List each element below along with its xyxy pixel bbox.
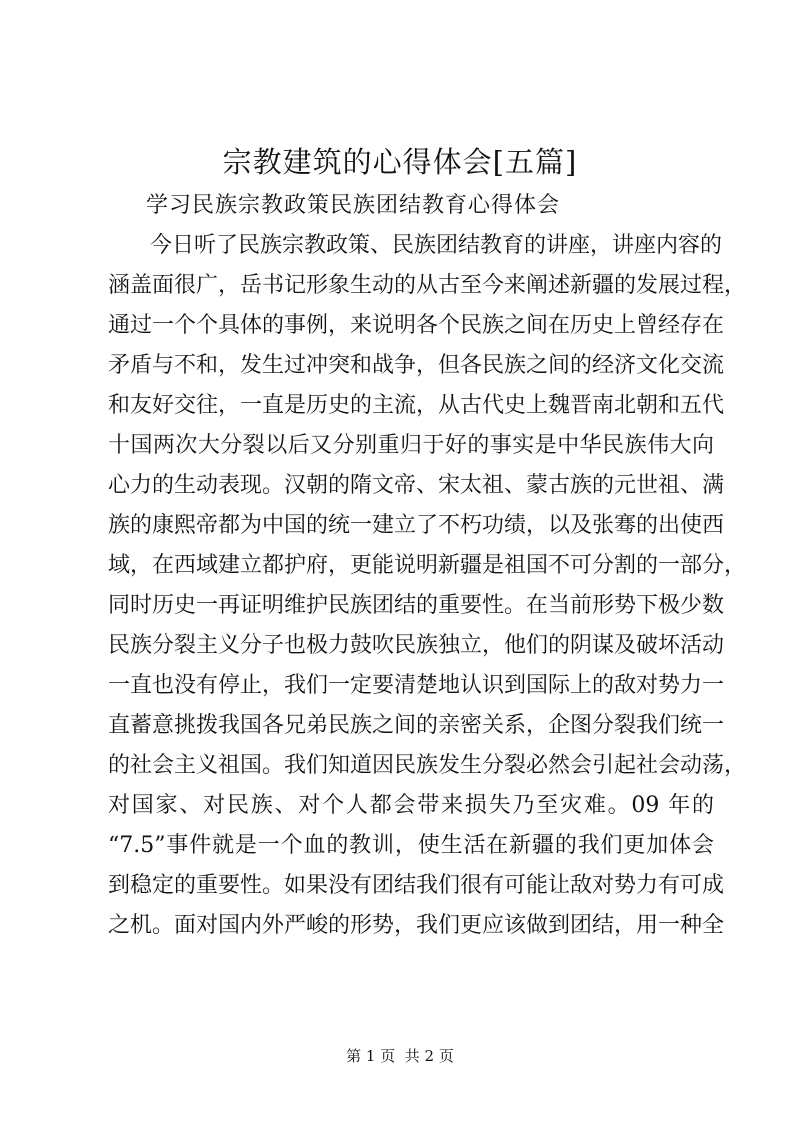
body-line: 之机。面对国内外严峻的形势，我们更应该做到团结，用一种全	[108, 913, 725, 938]
body-line: 同时历史一再证明维护民族团结的重要性。在当前形势下极少数	[108, 593, 725, 618]
body-line: 今日听了民族宗教政策、民族团结教育的讲座，讲座内容的	[150, 233, 723, 258]
document-subtitle: 学习民族宗教政策民族团结教育心得体会	[146, 193, 561, 218]
body-line: 对国家、对民族、对个人都会带来损失乃至灾难。09 年的	[108, 793, 714, 818]
body-line: 十国两次大分裂以后又分别重归于好的事实是中华民族伟大向	[108, 433, 714, 458]
body-line: 民族分裂主义分子也极力鼓吹民族独立，他们的阴谋及破坏活动	[108, 633, 725, 658]
body-line: 心力的生动表现。汉朝的隋文帝、宋太祖、蒙古族的元世祖、满	[108, 473, 725, 498]
body-line: 到稳定的重要性。如果没有团结我们很有可能让敌对势力有可成	[108, 873, 725, 898]
body-line: 一直也没有停止，我们一定要清楚地认识到国际上的敌对势力一	[108, 673, 725, 698]
page-number-footer: 第 1 页 共 2 页	[346, 1047, 454, 1065]
body-line: 和友好交往，一直是历史的主流，从古代史上魏晋南北朝和五代	[108, 393, 725, 418]
document-title: 宗教建筑的心得体会[五篇]	[222, 145, 578, 179]
body-line: 的社会主义祖国。我们知道因民族发生分裂必然会引起社会动荡，	[108, 753, 747, 778]
body-line: 涵盖面很广，岳书记形象生动的从古至今来阐述新疆的发展过程，	[108, 273, 747, 298]
body-line: 通过一个个具体的事例，来说明各个民族之间在历史上曾经存在	[108, 313, 725, 338]
body-line: 直蓄意挑拨我国各兄弟民族之间的亲密关系，企图分裂我们统一	[108, 713, 725, 738]
body-line: 域，在西域建立都护府，更能说明新疆是祖国不可分割的一部分，	[108, 553, 747, 578]
body-line: 族的康熙帝都为中国的统一建立了不朽功绩，以及张骞的出使西	[108, 513, 725, 538]
body-line: 矛盾与不和，发生过冲突和战争，但各民族之间的经济文化交流	[108, 353, 725, 378]
body-line: “7.5”事件就是一个血的教训，使生活在新疆的我们更加体会	[108, 833, 714, 858]
